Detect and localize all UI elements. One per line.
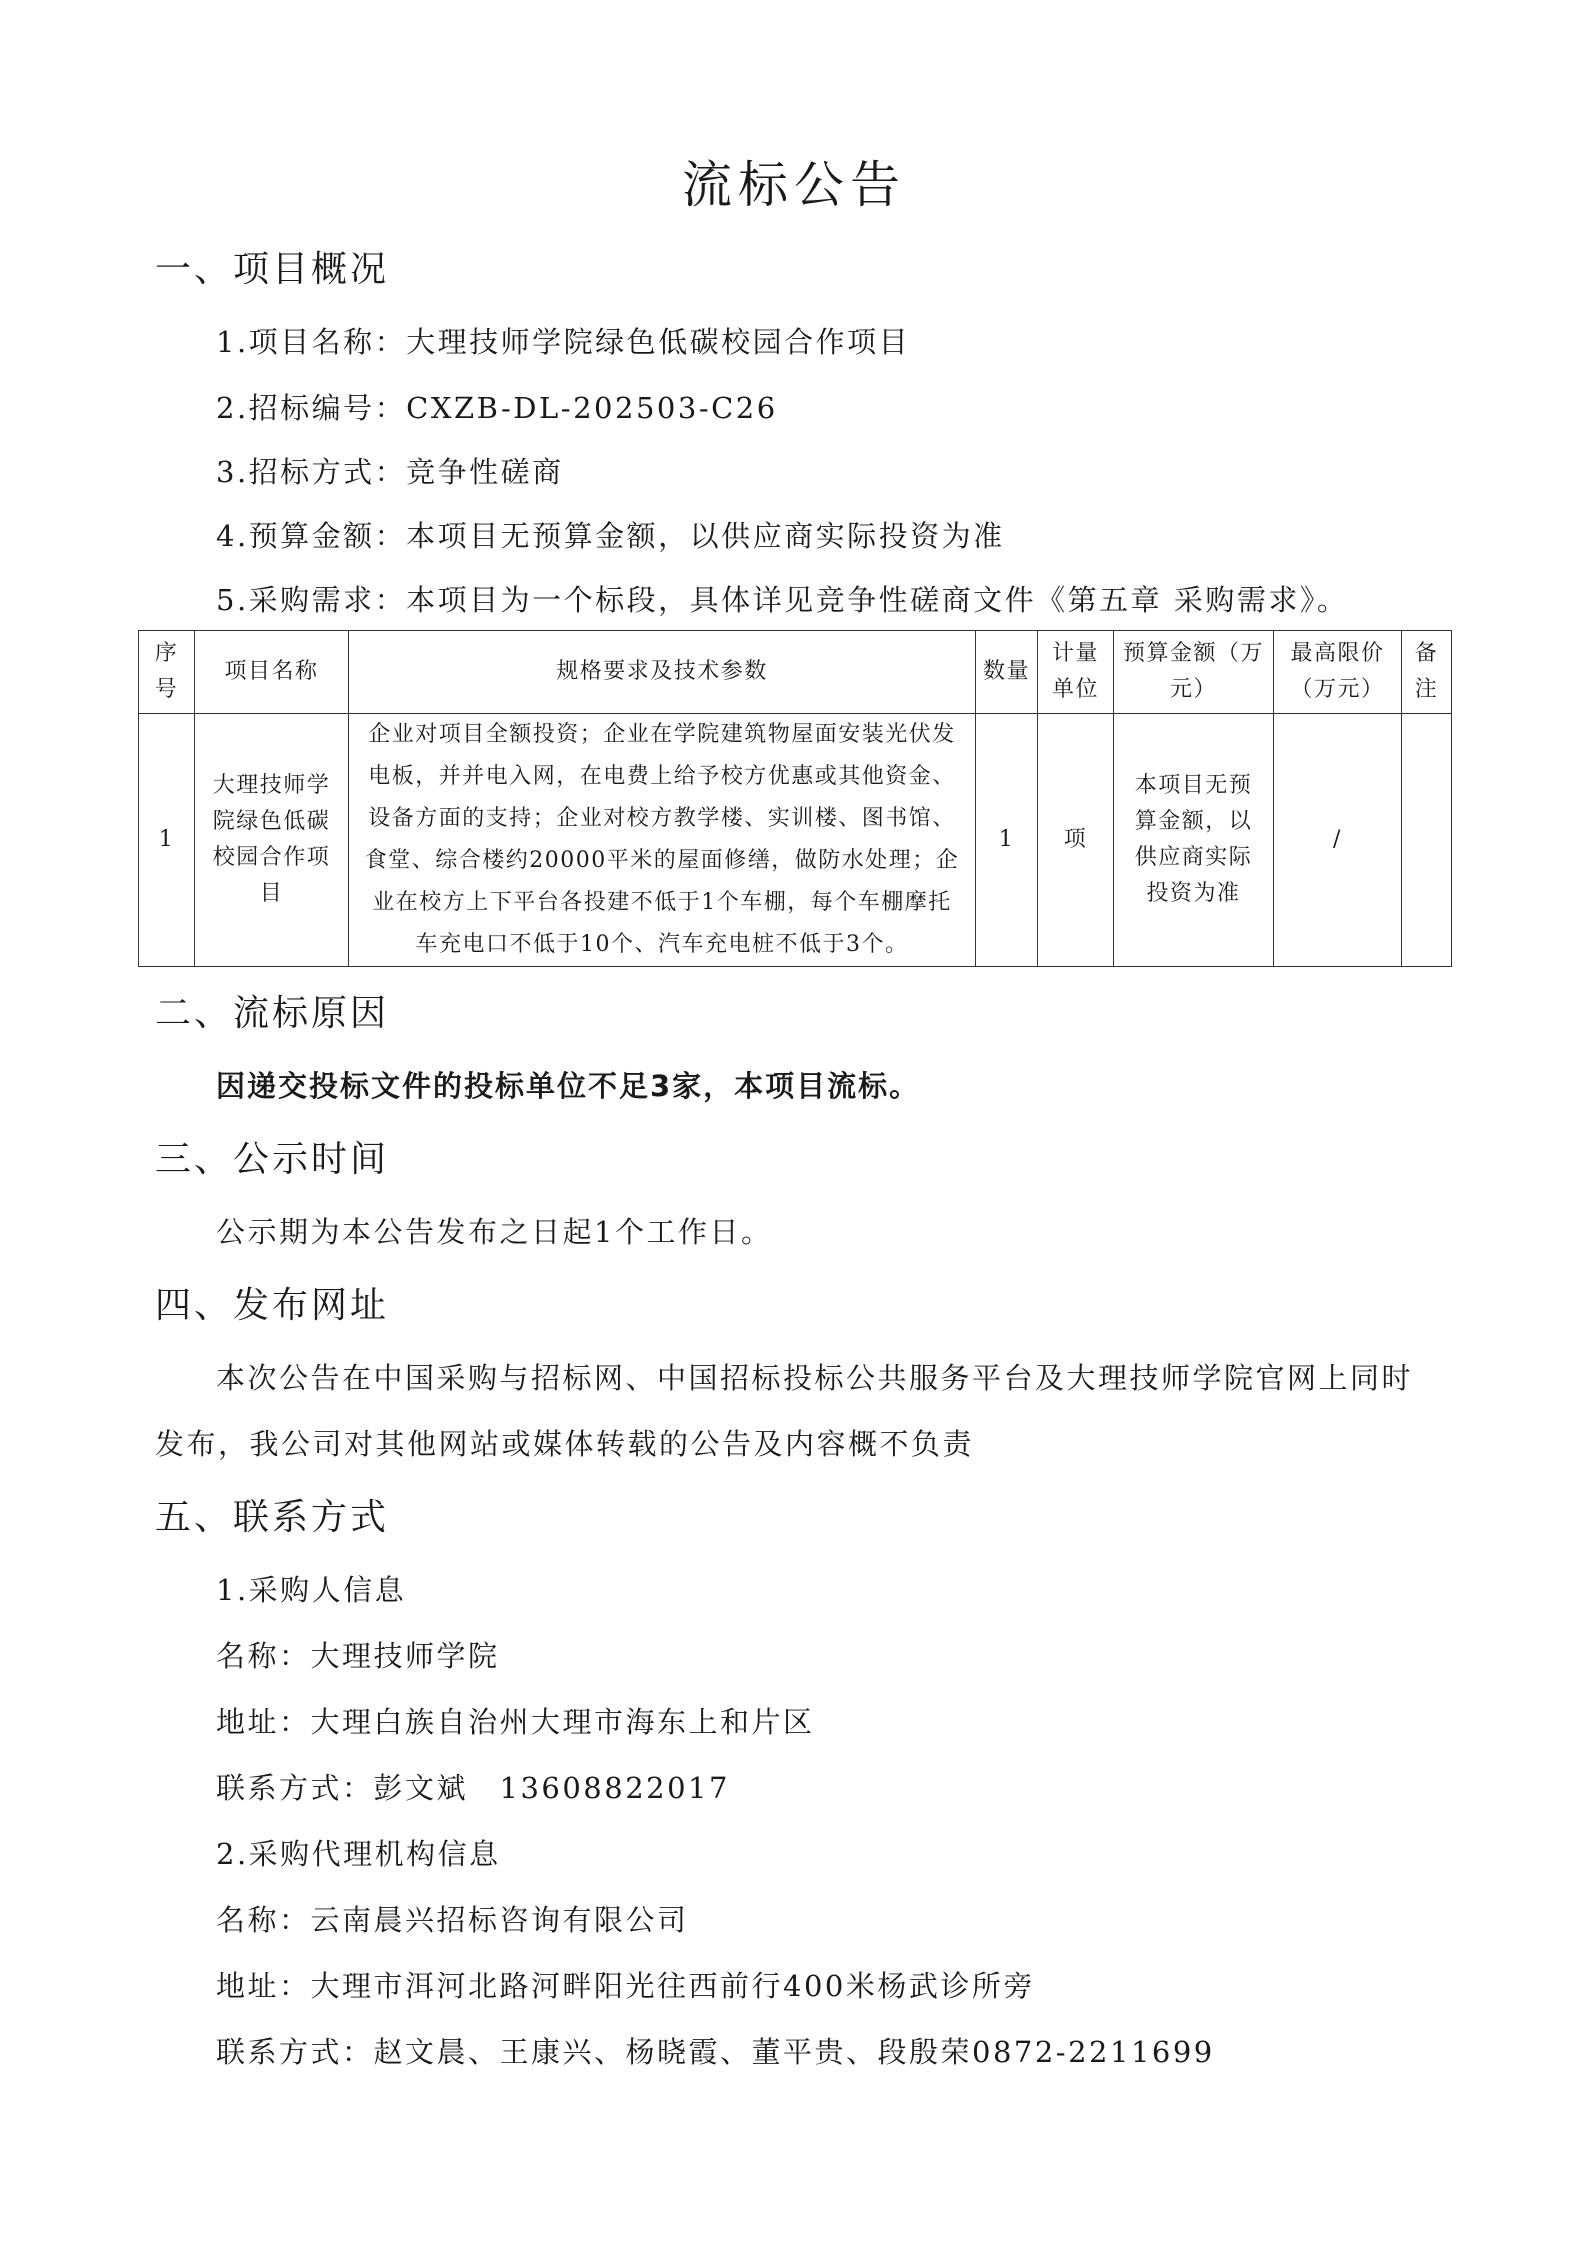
table-row [139, 714, 1452, 967]
col-header-qty: 数量 [976, 631, 1038, 714]
requirement-table [138, 630, 1452, 967]
cell-name: 大理技师学院绿色低碳校园合作项目 [195, 714, 349, 967]
cell-qty: 1 [976, 714, 1038, 967]
col-header-budget: 预算金额（万元） [1114, 631, 1274, 714]
agent-address: 地址：大理市洱河北路河畔阳光往西前行400米杨武诊所旁 [216, 1969, 1035, 2003]
col-header-no: 序号 [139, 631, 195, 714]
section-heading-notice-period: 三、公示时间 [155, 1139, 390, 1180]
col-header-name: 项目名称 [195, 631, 349, 714]
section-heading-contact: 五、联系方式 [155, 1497, 390, 1538]
buyer-contact: 联系方式：彭文斌 13608822017 [216, 1771, 730, 1805]
section-heading-reason: 二、流标原因 [155, 993, 390, 1034]
item-requirement: 5.采购需求：本项目为一个标段，具体详见竞争性磋商文件《第五章 采购需求》。 [216, 583, 1349, 617]
item-project-name: 1.项目名称：大理技师学院绿色低碳校园合作项目 [216, 325, 911, 359]
section-heading-website: 四、发布网址 [155, 1285, 390, 1326]
buyer-address: 地址：大理白族自治州大理市海东上和片区 [216, 1705, 815, 1739]
col-header-unit: 计量单位 [1038, 631, 1114, 714]
col-header-cap: 最高限价（万元） [1274, 631, 1402, 714]
cell-budget: 本项目无预算金额，以供应商实际投资为准 [1114, 714, 1274, 967]
page-title: 流标公告 [682, 156, 906, 214]
col-header-spec: 规格要求及技术参数 [349, 631, 976, 714]
table-header-row [139, 631, 1452, 714]
agent-name: 名称：云南晨兴招标咨询有限公司 [216, 1903, 689, 1937]
buyer-name: 名称：大理技师学院 [216, 1639, 500, 1673]
cell-no: 1 [139, 714, 195, 967]
agent-contact: 联系方式：赵文晨、王康兴、杨晓霞、董平贵、段殷荣0872-2211699 [216, 2035, 1215, 2069]
col-header-remark: 备注 [1402, 631, 1452, 714]
section-heading-overview: 一、项目概况 [155, 249, 390, 290]
item-tender-number: 2.招标编号：CXZB-DL-202503-C26 [216, 391, 778, 425]
cell-cap: / [1274, 714, 1402, 967]
website-text-line1: 本次公告在中国采购与招标网、中国招标投标公共服务平台及大理技师学院官网上同时 [216, 1361, 1414, 1395]
cell-unit: 项 [1038, 714, 1114, 967]
agent-info-title: 2.采购代理机构信息 [216, 1837, 501, 1871]
buyer-info-title: 1.采购人信息 [216, 1573, 407, 1607]
notice-period-text: 公示期为本公告发布之日起1个工作日。 [216, 1215, 773, 1249]
website-text-line2: 发布，我公司对其他网站或媒体转载的公告及内容概不负责 [155, 1427, 975, 1461]
item-tender-method: 3.招标方式：竞争性磋商 [216, 455, 564, 489]
item-budget: 4.预算金额：本项目无预算金额，以供应商实际投资为准 [216, 519, 1005, 553]
cell-remark [1402, 714, 1452, 967]
cell-spec: 企业对项目全额投资；企业在学院建筑物屋面安装光伏发电板，并并电入网，在电费上给予校方优惠或其他资金、设备方面的支持；企业对校方教学楼、实训楼、图书馆、食堂、综合楼约20000平米的屋面修缮，做防水处理；企业在校方上下平台各投建不低于1个车棚，每个车棚摩托车充电口不低于10个、汽车充电桩不低于3个。 [349, 714, 976, 967]
reason-text: 因递交投标文件的投标单位不足3家，本项目流标。 [216, 1069, 921, 1103]
